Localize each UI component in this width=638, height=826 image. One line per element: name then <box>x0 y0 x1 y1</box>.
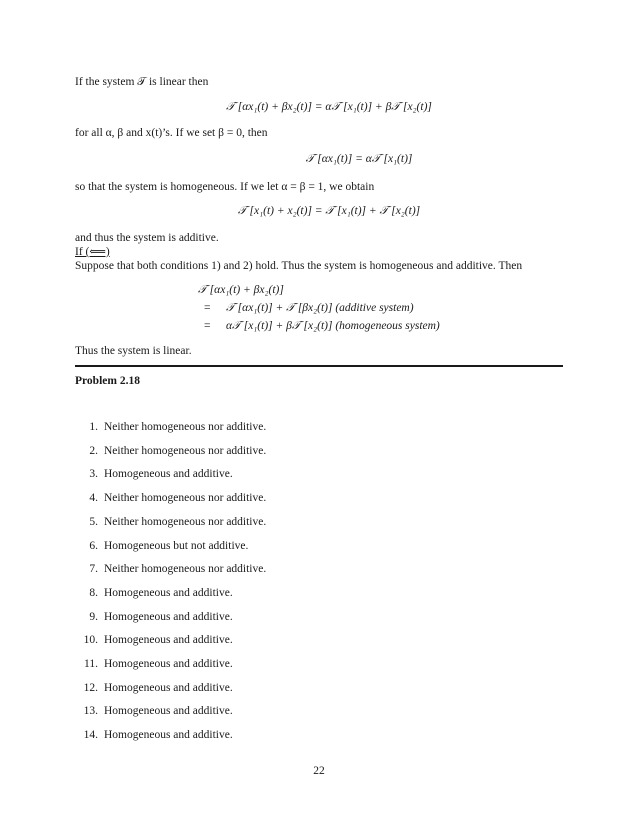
list-item-number: 12. <box>83 682 98 694</box>
list-item-text: Homogeneous and additive. <box>104 634 233 646</box>
list-item-text: Homogeneous and additive. <box>104 682 233 694</box>
list-item-text: Neither homogeneous nor additive. <box>104 492 267 504</box>
paragraph-if-linear: If the system 𝒯 is linear then <box>75 76 209 88</box>
list-item-number: 6. <box>89 540 98 552</box>
list-item-number: 2. <box>89 445 98 457</box>
derivation-line-3: α𝒯 [x₁(t)] + β𝒯 [x₂(t)] (homogeneous system) <box>226 320 440 332</box>
list-item-number: 13. <box>83 705 98 717</box>
paragraph-conclusion: Thus the system is linear. <box>75 345 192 357</box>
list-item-text: Homogeneous and additive. <box>104 468 233 480</box>
list-item-text: Homogeneous and additive. <box>104 611 233 623</box>
paragraph-homogeneous: so that the system is homogeneous. If we let α = β = 1, we obtain <box>75 181 375 193</box>
equation-linearity: 𝒯 [αx₁(t) + βx₂(t)] = α𝒯 [x₁(t)] + β𝒯 [x₂(t)] <box>226 101 432 113</box>
list-item-text: Homogeneous but not additive. <box>104 540 249 552</box>
equation-additivity: 𝒯 [x₁(t) + x₂(t)] = 𝒯 [x₁(t)] + 𝒯 [x₂(t)] <box>237 205 421 217</box>
list-item-number: 9. <box>89 611 98 623</box>
list-item-text: Homogeneous and additive. <box>104 705 233 717</box>
list-item-text: Neither homogeneous nor additive. <box>104 445 267 457</box>
list-item-number: 3. <box>89 468 98 480</box>
section-divider <box>75 365 563 367</box>
problem-title: Problem 2.18 <box>75 375 140 387</box>
list-item-text: Neither homogeneous nor additive. <box>104 563 267 575</box>
list-item-text: Neither homogeneous nor additive. <box>104 421 267 433</box>
list-item-number: 4. <box>89 492 98 504</box>
derivation-equals-2: = <box>204 320 211 332</box>
list-item-number: 10. <box>83 634 98 646</box>
list-item-number: 1. <box>89 421 98 433</box>
paragraph-if-converse: If (⟸) <box>75 246 110 258</box>
list-item-number: 5. <box>89 516 98 528</box>
derivation-equals-1: = <box>204 302 211 314</box>
list-item-text: Neither homogeneous nor additive. <box>104 516 267 528</box>
derivation-line-2: 𝒯 [αx₁(t)] + 𝒯 [βx₂(t)] (additive system) <box>226 302 414 314</box>
paragraph-suppose: Suppose that both conditions 1) and 2) hold. Thus the system is homogeneous and additive. Then <box>75 260 523 272</box>
list-item-text: Homogeneous and additive. <box>104 658 233 670</box>
paragraph-for-all: for all α, β and x(t)’s. If we set β = 0, then <box>75 127 268 139</box>
list-item-text: Homogeneous and additive. <box>104 729 233 741</box>
list-item-number: 7. <box>89 563 98 575</box>
page-number: 22 <box>313 765 325 777</box>
list-item-number: 14. <box>83 729 98 741</box>
paragraph-additive: and thus the system is additive. <box>75 232 219 244</box>
list-item-number: 8. <box>89 587 98 599</box>
derivation-line-1: 𝒯 [αx₁(t) + βx₂(t)] <box>198 284 284 296</box>
list-item-number: 11. <box>84 658 98 670</box>
equation-homogeneity: 𝒯 [αx₁(t)] = α𝒯 [x₁(t)] <box>305 153 413 165</box>
list-item-text: Homogeneous and additive. <box>104 587 233 599</box>
